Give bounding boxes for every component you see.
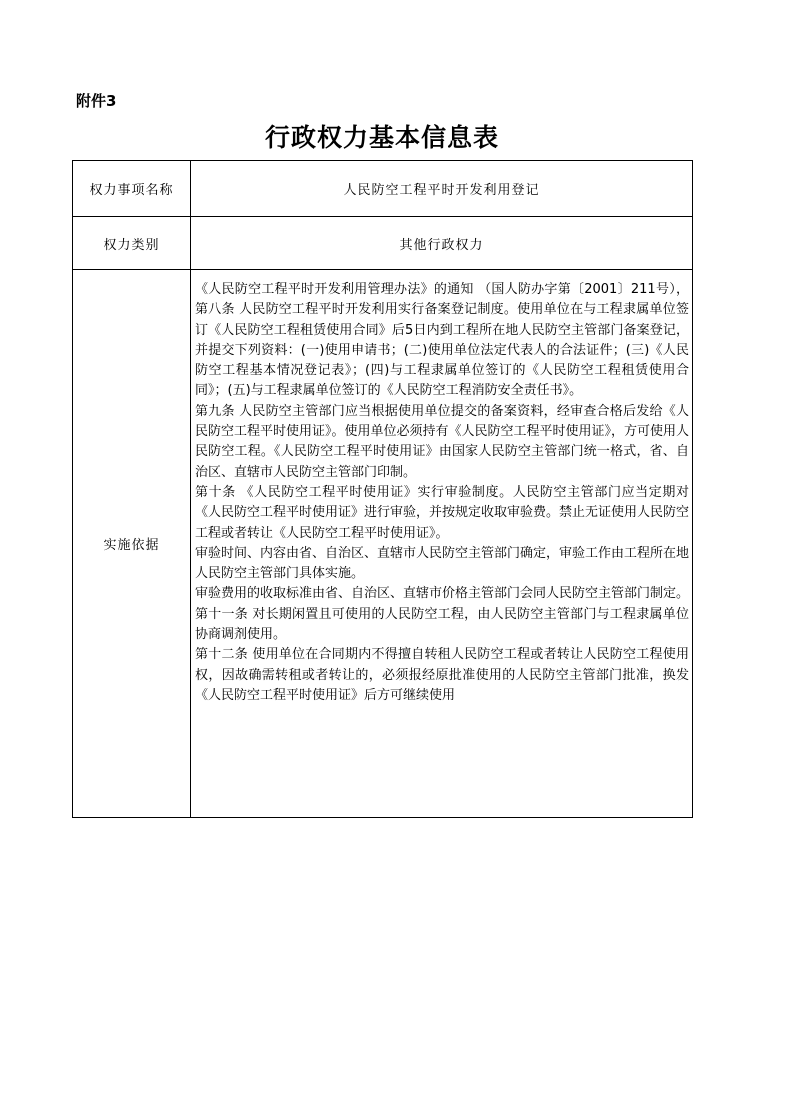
page-title: 行政权力基本信息表 xyxy=(264,123,499,152)
basis-paragraph: 审验费用的收取标准由省、自治区、直辖市价格主管部门会同人民防空主管部门制定。 xyxy=(195,586,690,602)
table-row-item-name xyxy=(73,161,693,217)
category-label: 权力类别 xyxy=(73,217,191,270)
category-value: 其他行政权力 xyxy=(191,217,693,270)
basis-paragraph: 《人民防空工程平时开发利用管理办法》的通知 （国人防办字第〔2001〕211号），第八条 人民防空工程平时开发利用实行备案登记制度。使用单位在与工程隶属单位签订《人民防空工程租赁使用合同》后5日内到工程所在地人民防空主管部门备案登记，并提交下列资料：(一)使用申请书；(二)使用单位法定代表人的合法证件；(三)《人民防空工程基本情况登记表》；(四)与工程隶属单位签订的《人民防空工程租赁使用合同》；(五)与工程隶属单位签订的《人民防空工程消防安全责任书》。 xyxy=(195,282,689,399)
basis-paragraph: 第十条 《人民防空工程平时使用证》实行审验制度。人民防空主管部门应当定期对《人民防空工程平时使用证》进行审验，并按规定收取审验费。禁止无证使用人民防空工程或者转让《人民防空工程平时使用证》。 xyxy=(195,484,690,541)
attachment-label: 附件3 xyxy=(76,92,117,110)
info-table xyxy=(72,160,693,818)
table-row-category xyxy=(73,217,693,270)
basis-label: 实施依据 xyxy=(73,270,191,818)
basis-paragraph: 第十二条 使用单位在合同期内不得擅自转租人民防空工程或者转让人民防空工程使用权，因故确需转租或者转让的，必须报经原批准使用的人民防空主管部门批准，换发《人民防空工程平时使用证》后方可继续使用 xyxy=(195,647,689,703)
item-name-value: 人民防空工程平时开发利用登记 xyxy=(191,161,693,217)
table-row-basis xyxy=(73,270,693,818)
item-name-label: 权力事项名称 xyxy=(73,161,191,217)
basis-paragraph: 第九条 人民防空主管部门应当根据使用单位提交的备案资料，经审查合格后发给《人民防空工程平时使用证》。使用单位必须持有《人民防空工程平时使用证》，方可使用人民防空工程。《人民防空工程平时使用证》由国家人民防空主管部门统一格式，省、自治区、直辖市人民防空主管部门印制。 xyxy=(195,403,690,480)
basis-paragraph: 审验时间、内容由省、自治区、直辖市人民防空主管部门确定，审验工作由工程所在地人民防空主管部门具体实施。 xyxy=(195,545,690,582)
basis-paragraph: 第十一条 对长期闲置且可使用的人民防空工程，由人民防空主管部门与工程隶属单位协商调剂使用。 xyxy=(195,606,689,643)
basis-content xyxy=(191,270,693,818)
